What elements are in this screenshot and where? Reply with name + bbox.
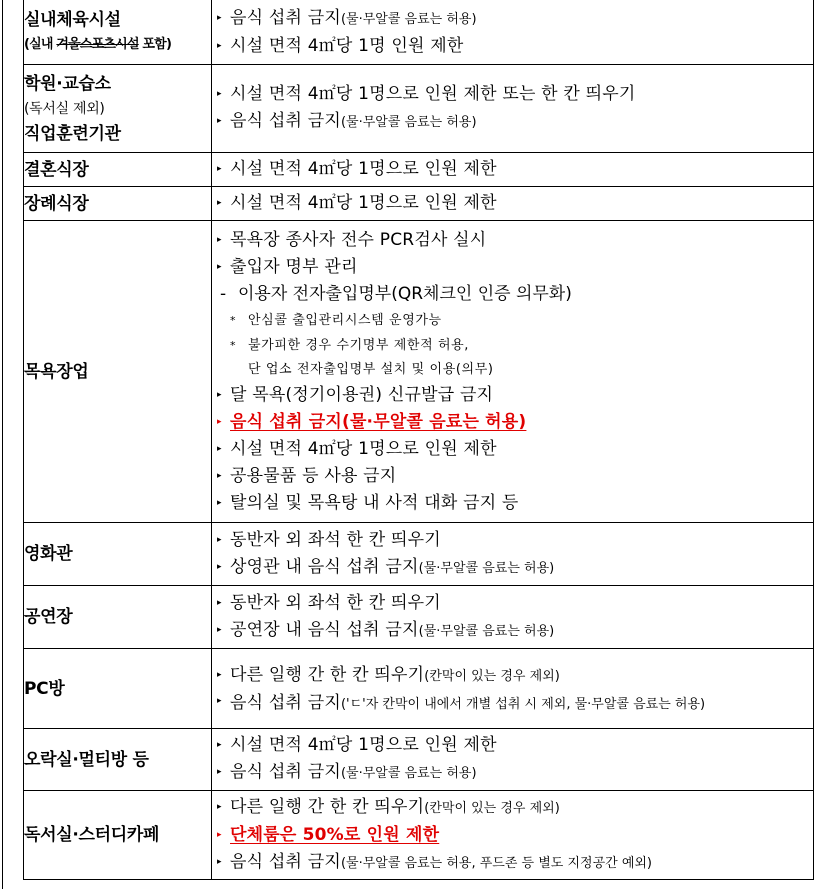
rule-item	[212, 5, 813, 33]
rules-cell	[212, 153, 814, 187]
rule-item	[212, 227, 813, 254]
rule-text: 공용물품 등 사용 금지	[230, 465, 397, 486]
facility-name-cell	[24, 586, 212, 649]
rule-item	[212, 759, 813, 787]
rule-text: 음식 섭취 금지	[230, 7, 341, 28]
rule-note-item	[212, 333, 813, 358]
rule-text: 시설 면적 4㎡당 1명으로 인원 제한	[230, 159, 497, 179]
bullet-icon: ▸	[217, 856, 222, 867]
bullet-icon: ▸	[217, 261, 222, 272]
rules-cell	[212, 649, 814, 729]
bullet-icon: ▸	[217, 624, 222, 635]
rule-text: 동반자 외 좌석 한 칸 띄우기	[230, 592, 441, 613]
facility-name-sub	[24, 33, 211, 57]
rule-text: 다른 일행 간 한 칸 띄우기	[230, 796, 425, 817]
rule-note-item	[212, 308, 813, 333]
rule-item	[212, 463, 813, 490]
rule-text: 출입자 명부 관리	[230, 256, 358, 277]
facility-name-cell	[24, 523, 212, 586]
rule-note: (칸막이 있는 경우 제외)	[424, 800, 560, 816]
table-row	[24, 65, 814, 153]
bullet-icon: ▸	[217, 116, 222, 126]
table-row	[24, 221, 814, 523]
facility-name: 학원·교습소	[24, 73, 111, 94]
rule-item-highlight	[212, 822, 813, 849]
rule-text: 음식 섭취 금지(물·무알콜 음료는 허용)	[230, 411, 527, 432]
rule-item	[212, 108, 813, 136]
bullet-icon: ▸	[217, 89, 222, 99]
facility-name: 결혼식장	[24, 159, 89, 180]
rule-text: 음식 섭취 금지	[230, 111, 341, 131]
table-row	[24, 649, 814, 729]
facility-name-cell	[24, 0, 212, 65]
rule-item	[212, 732, 813, 759]
facility-name-cell	[24, 729, 212, 791]
rule-note: (물·무알콜 음료는 허용)	[340, 11, 477, 27]
table-row	[24, 729, 814, 791]
facility-name-cell	[24, 65, 212, 153]
rule-text: 목욕장 종사자 전수 PCR검사 실시	[230, 229, 487, 250]
table-row	[24, 791, 814, 880]
rule-text: 다른 일행 간 한 칸 띄우기	[230, 664, 425, 685]
rule-item	[212, 382, 813, 409]
rule-item-highlight	[212, 409, 813, 436]
note-text: 불가피한 경우 수기명부 제한적 허용,	[248, 337, 470, 353]
rule-item	[212, 794, 813, 822]
rules-cell	[212, 729, 814, 791]
bullet-icon: ▸	[217, 829, 222, 840]
rules-cell	[212, 187, 814, 221]
rule-text: 음식 섭취 금지	[230, 851, 341, 872]
rule-item	[212, 590, 813, 617]
bullet-icon: ▸	[217, 164, 222, 174]
rule-item	[212, 190, 813, 217]
rule-text: 음식 섭취 금지	[230, 762, 341, 782]
rules-cell	[212, 586, 814, 649]
rule-text: 시설 면적 4㎡당 1명으로 인원 제한	[230, 438, 497, 459]
rule-note: (물·무알콜 음료는 허용)	[418, 623, 555, 639]
rule-item	[212, 490, 813, 517]
sub-strikethrough: 겨울스포츠시설	[56, 37, 139, 52]
rule-item	[212, 156, 813, 183]
rule-text: 상영관 내 음식 섭취 금지	[230, 556, 419, 577]
bullet-icon: ▸	[217, 740, 222, 750]
bullet-icon: ▸	[217, 40, 222, 51]
rule-text: 달 목욕(정기이용권) 신규발급 금지	[230, 384, 494, 405]
facility-name: PC방	[24, 678, 65, 699]
dash-marker: -	[220, 283, 227, 304]
rule-item	[212, 254, 813, 281]
rules-cell	[212, 65, 814, 153]
sub-prefix: (실내	[24, 37, 57, 52]
rule-text: 탈의실 및 목욕탕 내 사적 대화 금지 등	[230, 492, 519, 513]
facility-name-cell	[24, 153, 212, 187]
rule-text: 시설 면적 4㎡당 1명 인원 제한	[230, 35, 464, 56]
bullet-icon: ▸	[217, 416, 222, 427]
rule-text: 공연장 내 음식 섭취 금지	[230, 619, 419, 640]
table-row	[24, 187, 814, 221]
rule-item	[212, 662, 813, 690]
rule-note: ('ㄷ'자 칸막이 내에서 개별 섭취 시 제외, 물·무알콜 음료는 허용)	[340, 696, 706, 712]
facility-name-line3: 직업훈련기관	[24, 123, 121, 144]
rule-note: (물·무알콜 음료는 허용, 푸드존 등 별도 지정공간 예외)	[340, 855, 653, 871]
rule-sub-item	[212, 281, 813, 308]
bullet-icon: ▸	[217, 470, 222, 481]
facility-name-cell	[24, 187, 212, 221]
facility-name-cell	[24, 649, 212, 729]
facility-rules-table	[23, 0, 814, 880]
rule-note: (물·무알콜 음료는 허용)	[418, 560, 555, 576]
rules-cell	[212, 523, 814, 586]
rule-item	[212, 849, 813, 877]
facility-name-cell	[24, 221, 212, 523]
bullet-icon: ▸	[217, 669, 222, 680]
bullet-icon: ▸	[217, 389, 222, 400]
rule-note: (칸막이 있는 경우 제외)	[424, 668, 560, 684]
bullet-icon: ▸	[217, 534, 222, 545]
facility-name-sub: (독서실 제외)	[24, 100, 105, 117]
rules-cell	[212, 791, 814, 880]
rule-item	[212, 617, 813, 645]
facility-name-cell	[24, 791, 212, 880]
note-text: 안심콜 출입관리시스템 운영가능	[248, 312, 442, 328]
rule-item	[212, 81, 813, 108]
rule-note: (물·무알콜 음료는 허용)	[340, 766, 477, 781]
facility-name: 독서실·스터디카페	[24, 825, 160, 845]
table-row	[24, 586, 814, 649]
rule-text: 시설 면적 4㎡당 1명으로 인원 제한 또는 한 칸 띄우기	[230, 84, 636, 104]
rule-item	[212, 527, 813, 554]
table-row	[24, 153, 814, 187]
bullet-icon: ▸	[217, 12, 222, 23]
bullet-icon: ▸	[217, 497, 222, 508]
bullet-icon: ▸	[217, 443, 222, 454]
bullet-icon: ▸	[217, 801, 222, 812]
table-row	[24, 0, 814, 65]
note-continuation: 단 업소 전자출입명부 설치 및 이용(의무)	[248, 361, 494, 377]
facility-name: 영화관	[24, 544, 73, 564]
rule-item	[212, 554, 813, 582]
facility-name: 공연장	[24, 607, 73, 627]
bullet-icon: ▸	[217, 767, 222, 777]
facility-name: 목욕장업	[24, 361, 89, 382]
rule-item	[212, 436, 813, 463]
facility-name: 실내체육시설	[24, 10, 121, 30]
rule-item	[212, 33, 813, 60]
facility-name: 오락실·멀티방 등	[24, 749, 149, 770]
asterisk-icon: *	[230, 338, 237, 352]
page-left-border	[2, 0, 3, 889]
bullet-icon: ▸	[217, 597, 222, 608]
rule-note: (물·무알콜 음료는 허용)	[340, 115, 477, 130]
asterisk-icon: *	[230, 313, 237, 327]
rule-text: 이용자 전자출입명부(QR체크인 인증 의무화)	[238, 283, 572, 304]
rule-item	[212, 690, 813, 716]
bullet-icon: ▸	[217, 234, 222, 245]
bullet-icon: ▸	[217, 198, 222, 208]
sub-suffix: 포함)	[138, 37, 172, 52]
rules-cell	[212, 221, 814, 523]
rules-cell	[212, 0, 814, 65]
bullet-icon: ▸	[217, 561, 222, 572]
bullet-icon: ▸	[217, 695, 222, 706]
rule-text: 단체룸은 50%로 인원 제한	[230, 824, 440, 845]
table-row	[24, 523, 814, 586]
rule-text: 시설 면적 4㎡당 1명으로 인원 제한	[230, 735, 497, 755]
facility-name: 장례식장	[24, 193, 89, 214]
rule-text: 동반자 외 좌석 한 칸 띄우기	[230, 529, 441, 550]
rule-text: 시설 면적 4㎡당 1명으로 인원 제한	[230, 193, 497, 213]
rule-text: 음식 섭취 금지	[230, 692, 341, 713]
